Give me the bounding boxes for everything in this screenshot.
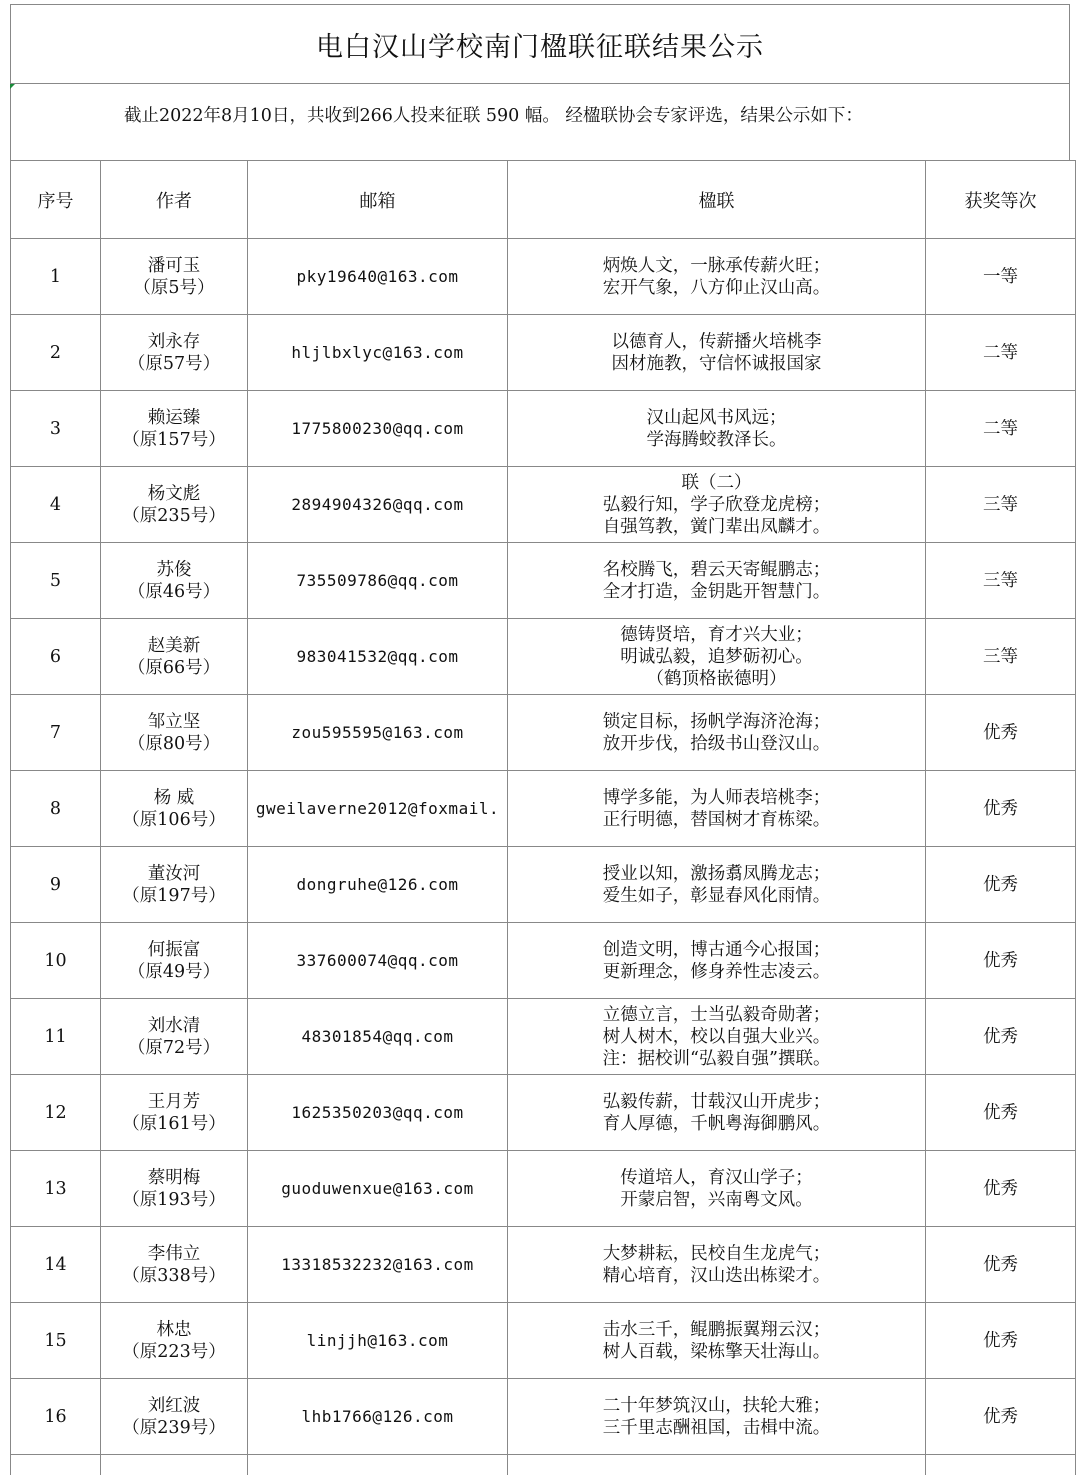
author-ref: （原57号） <box>127 353 221 374</box>
table-row <box>11 239 1076 315</box>
cell-index: 9 <box>11 847 101 923</box>
couplet-line: 学海腾蛟教泽长。 <box>646 429 787 450</box>
cell-index: 15 <box>11 1303 101 1379</box>
author-ref: （原5号） <box>133 277 215 298</box>
author-name: 刘水清 <box>147 1015 201 1036</box>
cell-author <box>101 619 248 695</box>
author-name: 李伟立 <box>147 1243 201 1264</box>
author-ref: （原106号） <box>122 809 226 830</box>
couplet-line: 弘毅传薪，廿载汉山开虎步； <box>602 1091 831 1112</box>
results-table <box>10 160 1076 1475</box>
author-ref: （原80号） <box>127 733 221 754</box>
couplet-line: 锁定目标，扬帆学海济沧海； <box>602 711 831 732</box>
header-couplet: 楹联 <box>508 161 926 239</box>
cell-email: linjjh@163.com <box>248 1303 508 1379</box>
cell-email: 13318532232@163.com <box>248 1227 508 1303</box>
cell-email: guoduwenxue@163.com <box>248 1151 508 1227</box>
couplet-line: 树人百载，梁栋擎天壮海山。 <box>602 1341 831 1362</box>
table-row <box>11 467 1076 543</box>
couplet-line: 联（二） <box>681 472 752 493</box>
cell-couplet <box>508 695 926 771</box>
table-row <box>11 619 1076 695</box>
cell-index: 16 <box>11 1379 101 1455</box>
couplet-line: 全才打造，金钥匙开智慧门。 <box>602 581 831 602</box>
cell-index: 14 <box>11 1227 101 1303</box>
cell-email: hljlbxlyc@163.com <box>248 315 508 391</box>
couplet-line: 二十年梦筑汉山，扶轮大雅； <box>602 1395 831 1416</box>
couplet-line: 击水三千，鲲鹏振翼翔云汉； <box>602 1319 831 1340</box>
cell-index: 5 <box>11 543 101 619</box>
author-ref: （原338号） <box>122 1265 226 1286</box>
header-index: 序号 <box>11 161 101 239</box>
cell-award: 优秀 <box>926 1075 1076 1151</box>
couplet-line: 育人厚德，千帆粤海御鹏风。 <box>602 1113 831 1134</box>
cell-email: 983041532@qq.com <box>248 619 508 695</box>
table-row <box>11 315 1076 391</box>
cell-award: 优秀 <box>926 1379 1076 1455</box>
couplet-line: 三千里志酬祖国，击楫中流。 <box>602 1417 831 1438</box>
cell-couplet <box>508 315 926 391</box>
couplet-line: 自强笃教，黉门辈出凤麟才。 <box>602 516 831 537</box>
table-row <box>11 1227 1076 1303</box>
cell-author <box>101 239 248 315</box>
author-name: 杨 威 <box>153 787 195 808</box>
author-name: 蔡明梅 <box>147 1167 201 1188</box>
cell-index: 8 <box>11 771 101 847</box>
cell-index: 2 <box>11 315 101 391</box>
cell-award: 优秀 <box>926 923 1076 999</box>
cell-index: 1 <box>11 239 101 315</box>
cell-email: 1775800230@qq.com <box>248 391 508 467</box>
header-author: 作者 <box>101 161 248 239</box>
cell-email: 2894904326@qq.com <box>248 467 508 543</box>
couplet-line: 授业以知，激扬翥凤腾龙志； <box>602 863 831 884</box>
table-row <box>11 695 1076 771</box>
couplet-line: 精心培育，汉山迭出栋梁才。 <box>602 1265 831 1286</box>
cell-couplet <box>508 1303 926 1379</box>
author-name: 邹立坚 <box>147 711 201 732</box>
table-row <box>11 543 1076 619</box>
cell-author <box>101 923 248 999</box>
cell-author <box>101 1227 248 1303</box>
author-ref: （原157号） <box>122 429 226 450</box>
cell-email: 337600074@qq.com <box>248 923 508 999</box>
table-header-row <box>11 161 1076 239</box>
table-row <box>11 391 1076 467</box>
empty-cell <box>101 1455 248 1476</box>
cell-award: 优秀 <box>926 847 1076 923</box>
author-ref: （原239号） <box>122 1417 226 1438</box>
author-ref: （原223号） <box>122 1341 226 1362</box>
author-ref: （原72号） <box>127 1037 221 1058</box>
author-name: 刘永存 <box>147 331 201 352</box>
couplet-line: 明诚弘毅，追梦砺初心。 <box>620 646 813 667</box>
cell-email: gweilaverne2012@foxmail. <box>248 771 508 847</box>
cell-award: 优秀 <box>926 771 1076 847</box>
cell-index: 3 <box>11 391 101 467</box>
empty-cell <box>926 1455 1076 1476</box>
author-name: 苏俊 <box>156 559 192 580</box>
cell-author <box>101 543 248 619</box>
cell-award: 三等 <box>926 543 1076 619</box>
cell-couplet <box>508 619 926 695</box>
cell-author <box>101 1151 248 1227</box>
author-ref: （原193号） <box>122 1189 226 1210</box>
cell-couplet <box>508 391 926 467</box>
header-email: 邮箱 <box>248 161 508 239</box>
couplet-line: 传道培人，育汉山学子； <box>620 1167 813 1188</box>
cell-email: lhb1766@126.com <box>248 1379 508 1455</box>
cell-award: 二等 <box>926 391 1076 467</box>
header-award: 获奖等次 <box>926 161 1076 239</box>
couplet-line: 大梦耕耘，民校自生龙虎气； <box>602 1243 831 1264</box>
cell-author <box>101 1075 248 1151</box>
cell-email: 735509786@qq.com <box>248 543 508 619</box>
author-name: 林忠 <box>156 1319 192 1340</box>
couplet-line: 爱生如子，彰显春风化雨情。 <box>602 885 831 906</box>
empty-cell <box>248 1455 508 1476</box>
cell-index: 7 <box>11 695 101 771</box>
couplet-line: 注：据校训“弘毅自强”撰联。 <box>602 1048 831 1069</box>
cell-award: 优秀 <box>926 999 1076 1075</box>
cell-couplet <box>508 239 926 315</box>
cell-couplet <box>508 999 926 1075</box>
couplet-line: 树人树木，校以自强大业兴。 <box>602 1026 831 1047</box>
sheet-title-cell <box>10 4 1070 84</box>
cell-email: zou595595@163.com <box>248 695 508 771</box>
empty-cell <box>508 1455 926 1476</box>
cell-award: 三等 <box>926 467 1076 543</box>
couplet-line: 名校腾飞，碧云天寄鲲鹏志； <box>602 559 831 580</box>
cell-couplet <box>508 1227 926 1303</box>
author-name: 刘红波 <box>147 1395 201 1416</box>
cell-email: dongruhe@126.com <box>248 847 508 923</box>
cell-couplet <box>508 543 926 619</box>
cell-award: 三等 <box>926 619 1076 695</box>
notice-text: 截止2022年8月10日，共收到266人投来征联 590 幅。 经楹联协会专家评选，结果公示如下： <box>124 106 863 126</box>
table-row <box>11 847 1076 923</box>
results-sheet <box>10 4 1070 1475</box>
couplet-line: 立德立言，士当弘毅奇勋著； <box>602 1004 831 1025</box>
couplet-line: 炳焕人文，一脉承传薪火旺； <box>602 255 831 276</box>
couplet-line: 以德育人，传薪播火培桃李 <box>611 331 822 352</box>
cell-author <box>101 1303 248 1379</box>
table-row <box>11 1379 1076 1455</box>
couplet-line: 创造文明，博古通今心报国； <box>602 939 831 960</box>
couplet-line: 因材施教，守信怀诚报国家 <box>611 353 822 374</box>
author-name: 潘可玉 <box>147 255 201 276</box>
author-ref: （原235号） <box>122 505 226 526</box>
table-row <box>11 1151 1076 1227</box>
author-name: 董汝河 <box>147 863 201 884</box>
page-title: 电白汉山学校南门楹联征联结果公示 <box>316 31 764 63</box>
cell-award: 一等 <box>926 239 1076 315</box>
author-ref: （原197号） <box>122 885 226 906</box>
cell-couplet <box>508 771 926 847</box>
cell-couplet <box>508 1379 926 1455</box>
table-row <box>11 999 1076 1075</box>
cell-award: 优秀 <box>926 1303 1076 1379</box>
cell-index: 12 <box>11 1075 101 1151</box>
author-name: 赖运臻 <box>147 407 201 428</box>
cell-index: 4 <box>11 467 101 543</box>
cell-author <box>101 315 248 391</box>
cell-couplet <box>508 1075 926 1151</box>
table-row <box>11 771 1076 847</box>
couplet-line: 正行明德，替国树才育栋梁。 <box>602 809 831 830</box>
cell-couplet <box>508 847 926 923</box>
couplet-line: 更新理念，修身养性志凌云。 <box>602 961 831 982</box>
cell-email: 48301854@qq.com <box>248 999 508 1075</box>
cell-author <box>101 999 248 1075</box>
cell-email: pky19640@163.com <box>248 239 508 315</box>
couplet-line: 德铸贤培，育才兴大业； <box>620 624 813 645</box>
cell-couplet <box>508 467 926 543</box>
cell-author <box>101 695 248 771</box>
cell-author <box>101 771 248 847</box>
author-ref: （原161号） <box>122 1113 226 1134</box>
couplet-line: 宏开气象，八方仰止汉山高。 <box>602 277 831 298</box>
couplet-line: （鹤顶格嵌德明） <box>646 668 787 689</box>
cell-couplet <box>508 1151 926 1227</box>
cell-marker-icon <box>10 84 15 89</box>
author-name: 赵美新 <box>147 635 201 656</box>
author-ref: （原66号） <box>127 657 221 678</box>
cell-author <box>101 467 248 543</box>
cell-index: 11 <box>11 999 101 1075</box>
author-name: 王月芳 <box>147 1091 201 1112</box>
author-ref: （原46号） <box>127 581 221 602</box>
author-name: 杨文彪 <box>147 483 201 504</box>
cell-author <box>101 847 248 923</box>
cell-award: 优秀 <box>926 1151 1076 1227</box>
couplet-line: 博学多能，为人师表培桃李； <box>602 787 831 808</box>
notice-cell <box>10 84 1070 160</box>
table-row <box>11 1075 1076 1151</box>
empty-cell <box>11 1455 101 1476</box>
cell-email: 1625350203@qq.com <box>248 1075 508 1151</box>
cell-author <box>101 1379 248 1455</box>
couplet-line: 开蒙启智，兴南粤文风。 <box>620 1189 813 1210</box>
couplet-line: 弘毅行知，学子欣登龙虎榜； <box>602 494 831 515</box>
author-ref: （原49号） <box>127 961 221 982</box>
couplet-line: 汉山起风书风远； <box>646 407 787 428</box>
cell-couplet <box>508 923 926 999</box>
couplet-line: 放开步伐，拾级书山登汉山。 <box>602 733 831 754</box>
cell-index: 13 <box>11 1151 101 1227</box>
cell-award: 优秀 <box>926 1227 1076 1303</box>
author-name: 何振富 <box>147 939 201 960</box>
cell-index: 6 <box>11 619 101 695</box>
cell-award: 二等 <box>926 315 1076 391</box>
cell-index: 10 <box>11 923 101 999</box>
cell-author <box>101 391 248 467</box>
cell-award: 优秀 <box>926 695 1076 771</box>
table-tail-row <box>11 1455 1076 1476</box>
table-row <box>11 923 1076 999</box>
table-row <box>11 1303 1076 1379</box>
